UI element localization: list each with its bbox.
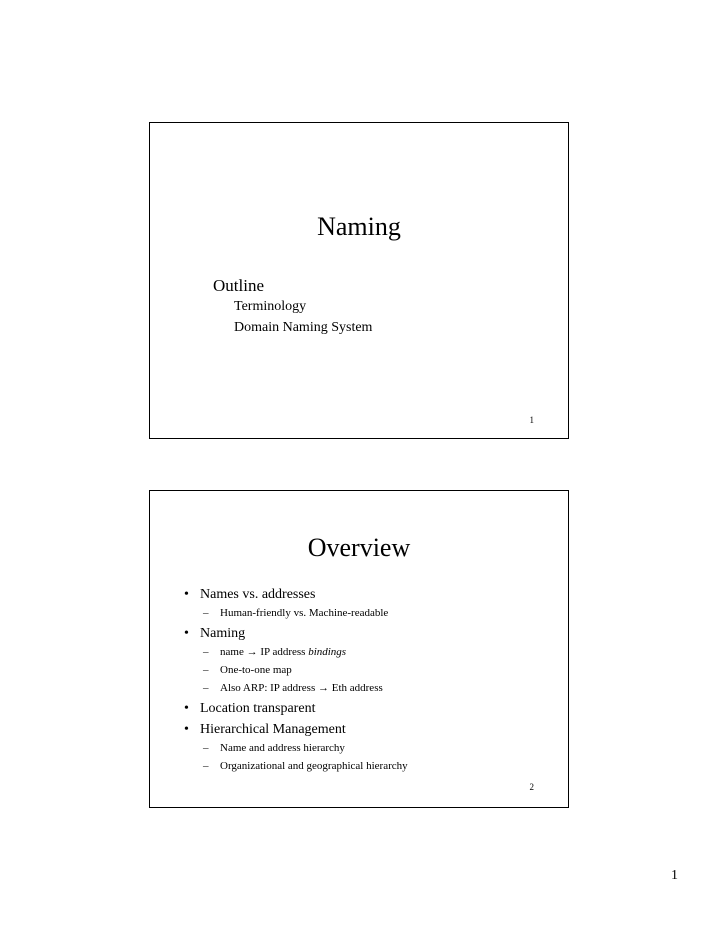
sub-text: One-to-one map	[220, 664, 292, 676]
sub-item	[184, 604, 554, 622]
slide-2-title: Overview	[307, 533, 411, 562]
dash-icon: –	[203, 664, 209, 676]
bullet-item	[184, 700, 554, 718]
bullet-text: Hierarchical Management	[200, 722, 346, 737]
slide-2	[149, 490, 569, 808]
bullet-list	[184, 586, 554, 775]
slide-1-number: 1	[529, 415, 534, 425]
bullet-text: Location transparent	[200, 701, 316, 716]
bullet-item	[184, 625, 554, 643]
bullet-text: Names vs. addresses	[200, 587, 316, 602]
dash-icon: –	[203, 607, 209, 619]
slide-1	[149, 122, 569, 439]
sub-text: Organizational and geographical hierarchy	[220, 760, 408, 772]
sub-text: Human-friendly vs. Machine-readable	[220, 607, 389, 619]
sub-text: name → IP address	[220, 646, 309, 658]
bullet-item	[184, 721, 554, 739]
outline-heading: Outline	[213, 276, 264, 295]
page-number: 1	[671, 868, 678, 883]
bullet-item	[184, 586, 554, 604]
dash-icon: –	[203, 646, 209, 658]
slide-1-title: Naming	[317, 212, 401, 241]
sub-item	[184, 643, 554, 661]
dash-icon: –	[203, 760, 209, 772]
outline-item-dns: Domain Naming System	[234, 320, 373, 335]
dash-icon: –	[203, 682, 209, 694]
sub-text: Also ARP: IP address → Eth address	[220, 682, 383, 694]
sub-item	[184, 661, 554, 679]
bullet-icon: •	[184, 626, 189, 641]
sub-item	[184, 739, 554, 757]
sub-item	[184, 679, 554, 697]
outline	[213, 276, 372, 338]
bullet-icon: •	[184, 722, 189, 737]
bullet-text: Naming	[200, 626, 246, 641]
sub-text-emphasis: bindings	[308, 646, 347, 658]
sub-text: Name and address hierarchy	[220, 742, 345, 754]
bullet-icon: •	[184, 587, 189, 602]
outline-item-terminology: Terminology	[234, 299, 307, 314]
dash-icon: –	[203, 742, 209, 754]
sub-item	[184, 757, 554, 775]
slide-2-number: 2	[529, 782, 534, 792]
bullet-icon: •	[184, 701, 189, 716]
